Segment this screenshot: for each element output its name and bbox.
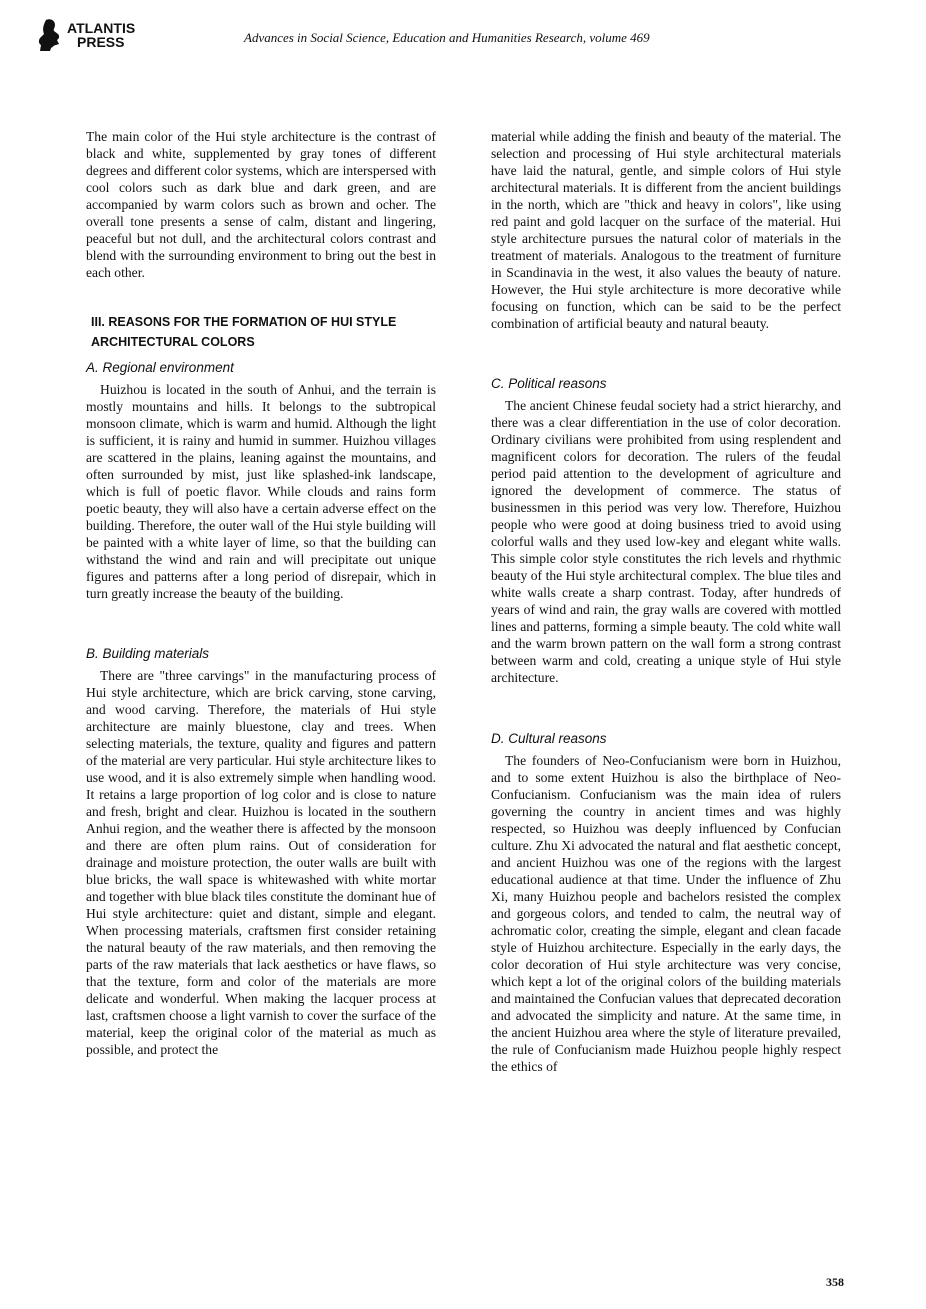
- subsection-heading-b: B. Building materials: [86, 646, 210, 661]
- subsection-heading-d: D. Cultural reasons: [491, 731, 607, 746]
- page-number: 358: [826, 1275, 844, 1289]
- paragraph-continued: [491, 128, 841, 332]
- paragraph-text: material while adding the finish and beauty of the material. The selection and processing of Hui style architectural materials have laid the natural, gentle, and simple colors of Hui style architectural materials. It is different from the ancient buildings in the north, which are "thick and heavy in colors", like using red paint and gold lacquer on the surface of the material. Hui style architecture pursues the natural color of materials in the treatment of materials. Analogous to the treatment of furniture in Scandinavia in the west, it also values the beauty of nature. However, the Hui style architecture is more decorative while focusing on function, which can be said to be the perfect combination of artificial beauty and natural beauty.: [491, 129, 841, 331]
- subsection-heading-a: A. Regional environment: [86, 360, 234, 375]
- paragraph-c: [491, 397, 841, 686]
- paragraph-text: The founders of Neo-Confucianism were born in Huizhou, and to some extent Huizhou is also the birthplace of Neo-Confucianism. Confucianism was the main idea of rulers governing the country in ancient times and was highly respected, so Huizhou was deeply influenced by Confucian culture. Zhu Xi advocated the natural and flat aesthetic concept, and ancient Huizhou was one of the regions with the largest educational audience at that time. Under the influence of Zhu Xi, many Huizhou people and bachelors resisted the complex and gorgeous colors, and tended to calm, the neutral way of achromatic color, creating the simple, elegant and clean facade style of Huizhou architecture. Especially in the early days, the color decoration of Hui style architecture was very concise, which kept a lot of the original colors of the building materials and maintained the Confucian values that deprecated decoration and advocated the simplicity and nature. At the same time, in the ancient Huizhou area where the style of literature prevailed, the rule of Confucianism made Huizhou people highly respect the ethics of: [491, 753, 841, 1074]
- logo-text-line2: PRESS: [77, 34, 125, 50]
- logo-text-line1: ATLANTIS: [67, 20, 136, 36]
- paragraph-text: Huizhou is located in the south of Anhui, and the terrain is mostly mountains and hills. It belongs to the subtropical monsoon climate, which is warm and humid. Although the light is sufficient, it is rainy and humid in summer. Huizhou villages are scattered in the plains, leaning against the mountains, and often surrounded by mist, just like splashed-ink landscape, which is full of poetic flavor. While clouds and rains form poetic beauty, they will also have a certain adverse effect on the building. Therefore, the outer wall of the Hui style building will be painted with a white layer of lime, so that the building can withstand the wind and rain and will precipitate out unique figures and patterns after a long period of disrepair, which in turn greatly increase the beauty of the building.: [86, 382, 436, 601]
- section-heading: III. REASONS FOR THE FORMATION OF HUI STYLE ARCHITECTURAL COLORS: [91, 315, 397, 349]
- paragraph-text: The ancient Chinese feudal society had a strict hierarchy, and there was a clear differentiation in the use of color decoration. Ordinary civilians were prohibited from using resplendent and magnificent colors for decoration. The rulers of the feudal period paid attention to the development of agriculture and ignored the development of commerce. The status of businessmen in this period was very low. Therefore, Huizhou people who were good at doing business tried to avoid using colorful walls and they used low-key and elegant white walls. This simple color style constitutes the rich levels and rhythmic beauty of the Hui style architectural complex. The blue tiles and white walls create a sharp contrast. Today, after hundreds of years of wind and rain, the gray walls are covered with mottled lines and patterns, forming a simple beauty. The cold white wall and the warm brown pattern on the wall form a strong contrast between warm and cold, creating a unique style of Hui style architecture.: [491, 398, 841, 685]
- subsection-heading-c: C. Political reasons: [491, 376, 607, 391]
- paragraph-text: The main color of the Hui style architecture is the contrast of black and white, supplemented by gray tones of different degrees and different color systems, which are interspersed with cool colors such as dark blue and dark green, and are accompanied by warm colors such as brown and ocher. The overall tone presents a sense of calm, distant and lingering, peaceful but not dull, and the architectural colors contrast and blend with the surrounding environment to bring out the best in each other.: [86, 129, 436, 280]
- paragraph-text: There are "three carvings" in the manufacturing process of Hui style architecture, which are brick carving, stone carving, and wood carving. Therefore, the materials of Hui style architecture are mainly bluestone, clay and trees. When selecting materials, the texture, quality and figures and pattern of the material are very particular. Hui style architecture likes to use wood, and it is also extremely simple when handling wood. It retains a large proportion of log color and is close to nature and fresh, bright and clear. Huizhou is located in the southern Anhui region, and the weather there is affected by the monsoon and there are often plum rains. Out of consideration for drainage and moisture protection, the outer walls are built with blue bricks, the wall space is whitewashed with white mortar and together with blue black tiles constitute the dominant hue of Hui style architecture: quiet and distant, simple and elegant. When processing materials, craftsmen first consider retaining the natural beauty of the raw materials, and then removing the parts of the raw materials that lack aesthetics or have flaws, so that the texture, form and color of the materials are more delicate and wonderful. When making the lacquer process at last, craftsmen choose a light varnish to cover the surface of the material, keep the original color of the material as much as possible, and protect the: [86, 668, 436, 1057]
- intro-paragraph: [86, 128, 436, 281]
- paragraph-d: [491, 752, 841, 1075]
- paragraph-b: [86, 667, 436, 1058]
- thinker-logo-icon: [36, 18, 64, 52]
- publisher-logo: [36, 18, 135, 52]
- journal-title: Advances in Social Science, Education and Humanities Research, volume 469: [244, 30, 650, 45]
- paragraph-a: [86, 381, 436, 602]
